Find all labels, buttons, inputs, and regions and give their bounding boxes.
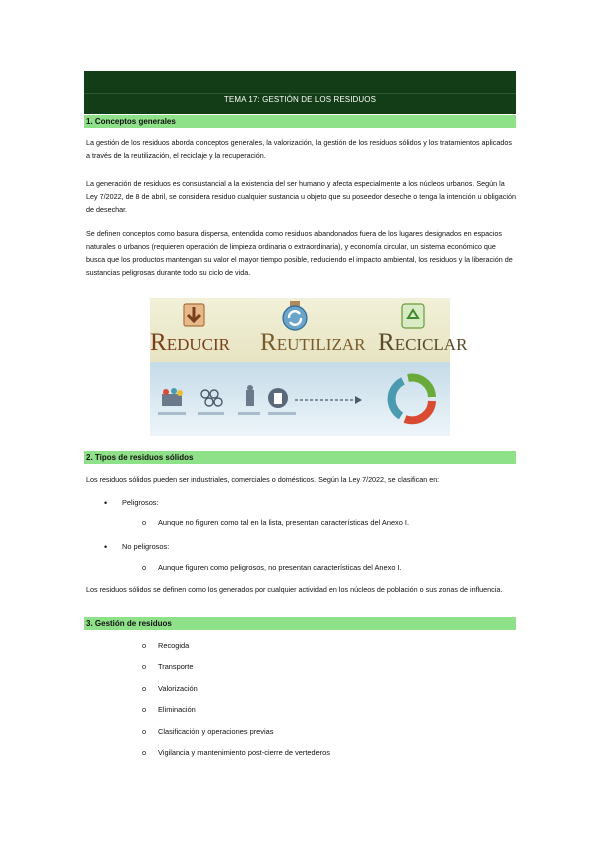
reduce-reuse-recycle-figure [150, 298, 468, 436]
label-reciclar: RECICLAR [378, 329, 468, 356]
list-bullet-icon: o [142, 727, 147, 736]
banner-divider [84, 93, 516, 94]
list-item: Valorización [158, 684, 198, 693]
list-item: Recogida [158, 641, 190, 650]
bullet-icon: • [104, 542, 108, 552]
sub-bullet-icon: o [142, 563, 147, 572]
list-bullet-icon: o [142, 748, 147, 757]
title-banner [84, 71, 516, 114]
list-bullet-icon: o [142, 705, 147, 714]
list-bullet-icon: o [142, 641, 147, 650]
list-item: Clasificación y operaciones previas [158, 727, 274, 736]
list-bullet-icon: o [142, 684, 147, 693]
reduce-icon [184, 304, 204, 326]
list-item: Eliminación [158, 705, 196, 714]
paragraph-generation: La generación de residuos es consustancial a la existencia del ser humano y afecta especialmente a los núcleos urbanos. Según la Ley 7/2022, de 8 de abril, se considera residuo cualquier sustancia u objeto que su poseedor deseche o tenga la intención u obligación de desechar. [86, 179, 516, 214]
recycle-icon [402, 304, 424, 328]
section-heading-3: 3. Gestión de residuos [84, 617, 516, 630]
sub-bullet-icon: o [142, 518, 147, 527]
sub-bullet-peligrosos: Aunque no figuren como tal en la lista, presentan características del Anexo I. [158, 518, 410, 527]
paragraph-concepts: Se definen conceptos como basura dispersa, entendida como residuos abandonados fuera de los lugares designados en espacios naturales o urbanos (requieren operación de limpieza ordinaria o extraordinaria), y economía circular, un sistema económico que busca que los productos mantengan su valor el mayor tiempo posible, reduciendo el impacto ambiental, los residuos y la liberación de sustancias peligrosas durante todo su ciclo de vida. [86, 229, 513, 277]
list-item: Transporte [158, 662, 194, 671]
sub-bullet-no-peligrosos: Aunque figuren como peligrosos, no presentan características del Anexo I. [158, 563, 402, 572]
list-item: Vigilancia y mantenimiento post-cierre de vertederos [158, 748, 330, 757]
section-heading-2: 2. Tipos de residuos sólidos [84, 451, 516, 464]
bullet-icon: • [104, 498, 108, 508]
bullet-peligrosos: Peligrosos: [122, 498, 159, 507]
label-reutilizar: REUTILIZAR [260, 329, 366, 356]
paragraph-solid-waste-definition: Los residuos sólidos se definen como los generados por cualquier actividad en los núcleos de población o sus zonas de influencia. [86, 585, 503, 594]
paragraph-solid-waste-intro: Los residuos sólidos pueden ser industriales, comerciales o domésticos. Según la Ley 7/2022, se clasifican en: [86, 475, 440, 484]
section-heading-1: 1. Conceptos generales [84, 115, 516, 128]
bullet-no-peligrosos: No peligrosos: [122, 542, 170, 551]
list-bullet-icon: o [142, 662, 147, 671]
figure-graphic [150, 298, 468, 436]
label-reducir: REDUCIR [150, 329, 230, 356]
paragraph-intro: La gestión de los residuos aborda conceptos generales, la valorización, la gestión de los residuos sólidos y los tratamientos aplicados a través de la reutilización, el reciclaje y la recuperación. [86, 138, 512, 160]
page-title: TEMA 17: GESTIÓN DE LOS RESIDUOS [223, 95, 377, 104]
